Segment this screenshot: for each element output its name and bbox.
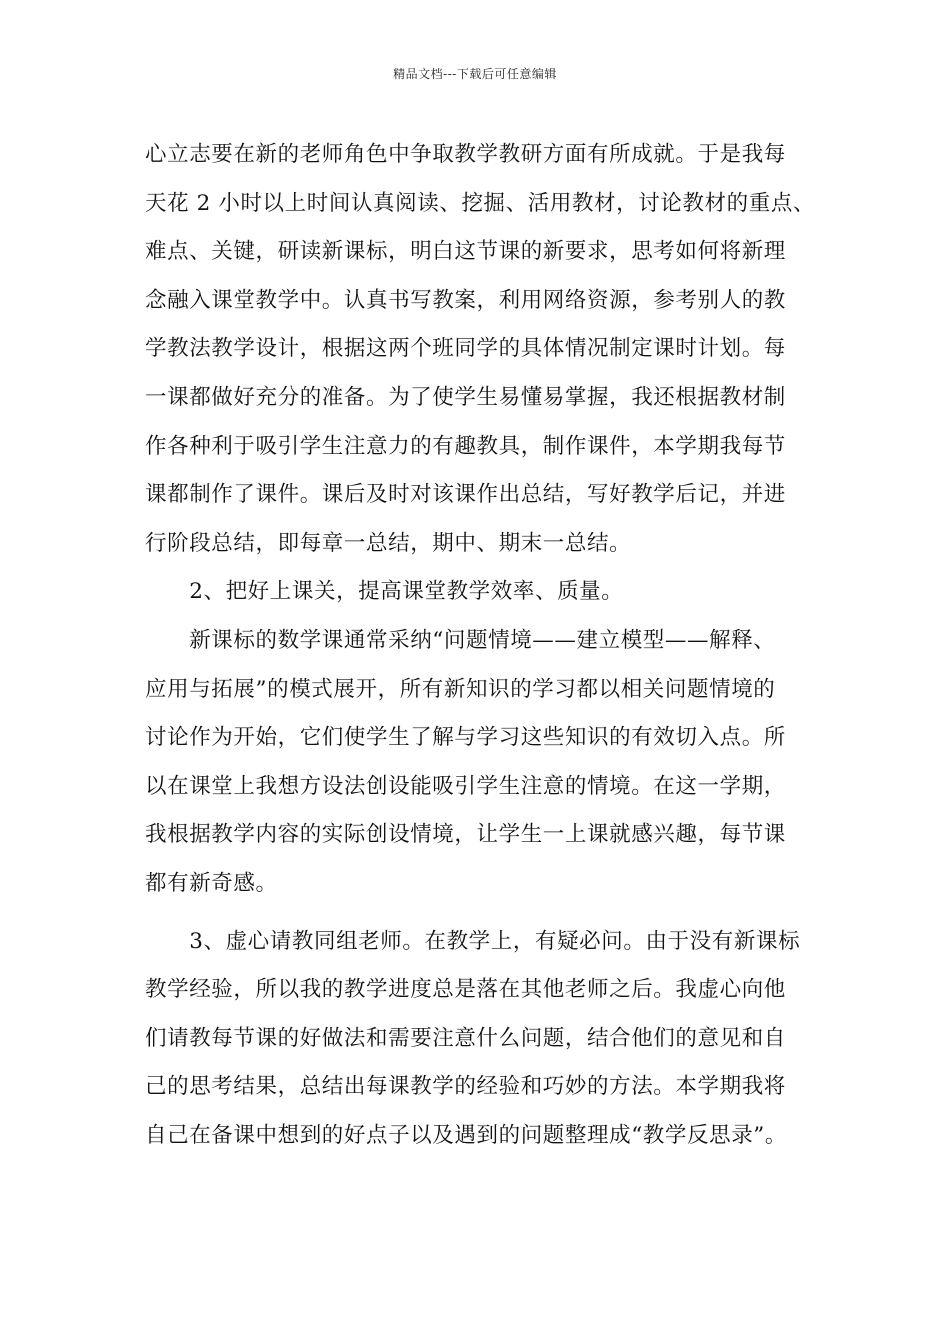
text-line: 教学经验，所以我的教学进度总是落在其他老师之后。我虚心向他: [145, 977, 786, 1003]
text-line: 应用与拓展”的模式展开，所有新知识的学习都以相关问题情境的: [145, 676, 776, 702]
text-line: 自己在备课中想到的好点子以及遇到的问题整理成“教学反思录”。: [145, 1122, 787, 1148]
text-line: 念融入课堂教学中。认真书写教案，利用网络资源，参考别人的教: [145, 287, 786, 313]
text-line: 难点、关键，研读新课标，明白这节课的新要求，思考如何将新理: [145, 239, 786, 265]
text-line: 作各种利于吸引学生注意力的有趣教具，制作课件，本学期我每节: [145, 433, 786, 459]
text-line: 行阶段总结，即每章一总结，期中、期末一总结。: [145, 530, 632, 556]
text-line: 我根据教学内容的实际创设情境，让学生一上课就感兴趣，每节课: [145, 822, 786, 848]
document-body: [145, 131, 825, 1160]
text-line: 新课标的数学课通常采纳“问题情境——建立模型——解释、: [145, 627, 776, 653]
text-line: 以在课堂上我想方设法创设能吸引学生注意的情境。在这一学期，: [145, 773, 786, 799]
text-line: 一课都做好充分的准备。为了使学生易懂易掌握，我还根据教材制: [145, 384, 786, 410]
page-header: 精品文档---下载后可任意编辑: [393, 67, 557, 81]
section-heading: 2、把好上课关，提高课堂教学效率、质量。: [145, 579, 624, 605]
text-line: 们请教每节课的好做法和需要注意什么问题，结合他们的意见和自: [145, 1025, 786, 1051]
text-line: 心立志要在新的老师角色中争取教学教研方面有所成就。于是我每: [145, 142, 786, 167]
text-line: 学教法教学设计，根据这两个班同学的具体情况制定课时计划。每: [145, 336, 786, 362]
text-line: 天花 2 小时以上时间认真阅读、挖掘、活用教材，讨论教材的重点、: [145, 190, 816, 216]
text-line: 讨论作为开始，它们使学生了解与学习这些知识的有效切入点。所: [145, 725, 786, 751]
text-line: 都有新奇感。: [145, 870, 278, 896]
section-heading: 3、虚心请教同组老师。在教学上，有疑必问。由于没有新课标: [145, 928, 801, 954]
text-line: 课都制作了课件。课后及时对该课作出总结，写好教学后记，并进: [145, 482, 786, 508]
text-line: 己的思考结果，总结出每课教学的经验和巧妙的方法。本学期我将: [145, 1074, 786, 1100]
